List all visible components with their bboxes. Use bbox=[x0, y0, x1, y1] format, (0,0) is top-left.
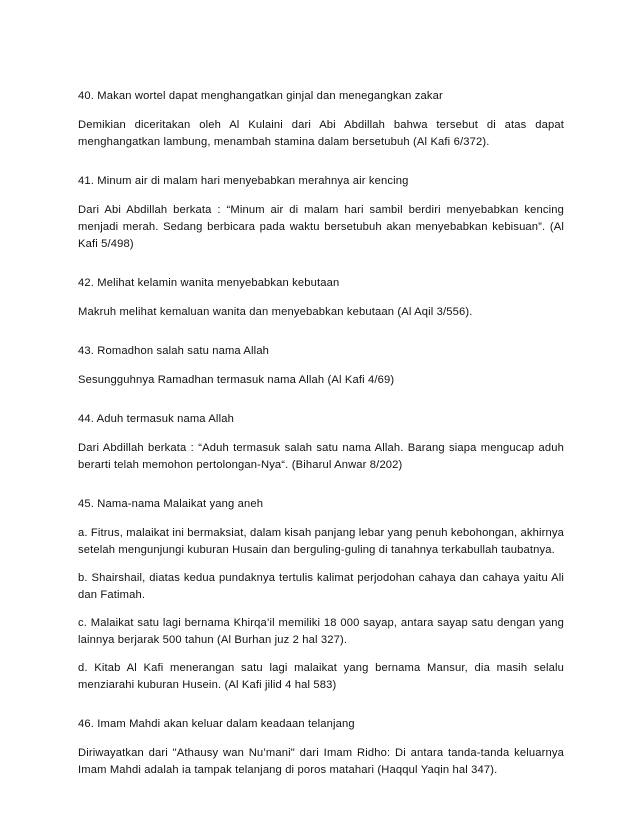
section-paragraph-b: b. Shairshail, diatas kedua pundaknya tertulis kalimat perjodohan cahaya dan cahaya yaitu Ali dan Fatimah. bbox=[78, 572, 564, 601]
section-43 bbox=[78, 343, 564, 389]
section-42 bbox=[78, 275, 564, 321]
section-heading: 42. Melihat kelamin wanita menyebabkan kebutaan bbox=[78, 277, 340, 289]
section-heading: 44. Aduh termasuk nama Allah bbox=[78, 413, 234, 425]
section-45 bbox=[78, 496, 564, 694]
section-heading: 45. Nama-nama Malaikat yang aneh bbox=[78, 498, 264, 510]
section-heading: 46. Imam Mahdi akan keluar dalam keadaan telanjang bbox=[78, 718, 355, 730]
section-41 bbox=[78, 173, 564, 253]
section-heading: 40. Makan wortel dapat menghangatkan ginjal dan menegangkan zakar bbox=[78, 90, 443, 102]
section-paragraph: Makruh melihat kemaluan wanita dan menyebabkan kebutaan (Al Aqil 3/556). bbox=[78, 306, 473, 318]
section-46 bbox=[78, 716, 564, 779]
section-paragraph: Dari Abdillah berkata : “Aduh termasuk salah satu nama Allah. Barang siapa mengucap aduh berarti telah memohon pertolongan-Nya“. (Biharul Anwar 8/202) bbox=[78, 442, 564, 471]
document-page bbox=[78, 88, 564, 779]
section-heading: 41. Minum air di malam hari menyebabkan merahnya air kencing bbox=[78, 175, 409, 187]
section-paragraph-d: d. Kitab Al Kafi menerangan satu lagi malaikat yang bernama Mansur, dia masih selalu menziarahi kuburan Husein. (Al Kafi jilid 4 hal 583) bbox=[78, 662, 564, 691]
section-paragraph-c: c. Malaikat satu lagi bernama Khirqa’il memiliki 18 000 sayap, antara sayap satu dengan yang lainnya berjarak 500 tahun (Al Burhan juz 2 hal 327). bbox=[78, 617, 564, 646]
section-paragraph: Diriwayatkan dari "Athausy wan Nu’mani" dari Imam Ridho: Di antara tanda-tanda keluarnya Imam Mahdi adalah ia tampak telanjang di poros matahari (Haqqul Yaqin hal 347). bbox=[78, 747, 564, 776]
section-paragraph: Sesungguhnya Ramadhan termasuk nama Allah (Al Kafi 4/69) bbox=[78, 374, 395, 386]
section-paragraph-a: a. Fitrus, malaikat ini bermaksiat, dalam kisah panjang lebar yang penuh kebohongan, akhirnya setelah mengunjungi kuburan Husain dan berguling-guling di tanahnya terkabullah taubatnya. bbox=[78, 527, 564, 556]
section-44 bbox=[78, 411, 564, 474]
section-heading: 43. Romadhon salah satu nama Allah bbox=[78, 345, 270, 357]
section-paragraph: Dari Abi Abdillah berkata : “Minum air di malam hari sambil berdiri menyebabkan kencing menjadi merah. Sedang berbicara pada waktu bersetubuh akan menyebabkan kebisuan”. (Al Kafi 5/498) bbox=[78, 204, 564, 250]
section-40 bbox=[78, 88, 564, 151]
section-paragraph: Demikian diceritakan oleh Al Kulaini dari Abi Abdillah bahwa tersebut di atas dapat menghangatkan lambung, menambah stamina dalam bersetubuh (Al Kafi 6/372). bbox=[78, 119, 564, 148]
